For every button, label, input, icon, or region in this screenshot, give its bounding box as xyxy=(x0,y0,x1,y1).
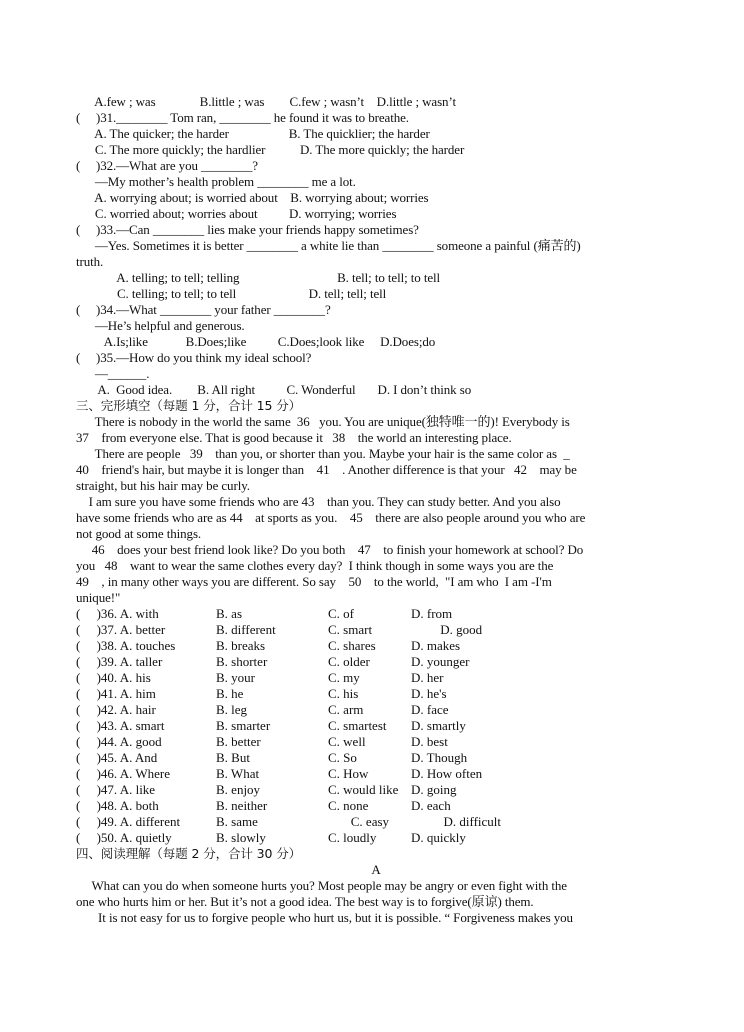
cloze-line-7: have some friends who are as 44 at sports as you. 45 there are also people around you who are xyxy=(76,510,586,525)
option-b-36: B. as xyxy=(216,606,242,621)
option-b-39: B. shorter xyxy=(216,654,268,669)
cloze-line-2: 37 from everyone else. That is good because it 38 the world an interesting place. xyxy=(76,430,512,445)
section-cloze-heading: 三、完形填空（每题 1 分，合计 15 分） xyxy=(76,398,302,413)
option-q-40: ( )40. A. his xyxy=(76,670,151,685)
option-b-37: B. different xyxy=(216,622,276,637)
option-c-48: C. none xyxy=(328,798,369,813)
option-b-44: B. better xyxy=(216,734,261,749)
option-q-41: ( )41. A. him xyxy=(76,686,156,701)
option-b-46: B. What xyxy=(216,766,260,781)
q35-options: A. Good idea. B. All right C. Wonderful D. I don’t think so xyxy=(76,382,472,397)
option-q-39: ( )39. A. taller xyxy=(76,654,163,669)
reading-line-3: It is not easy for us to forgive people who hurt us, but it is possible. “ Forgiveness makes you xyxy=(76,910,573,925)
cloze-line-3: There are people 39 than you, or shorter than you. Maybe your hair is the same color as _ xyxy=(76,446,570,461)
q34-options: A.Is;like B.Does;like C.Does;look like D.Does;do xyxy=(76,334,436,349)
option-c-50: C. loudly xyxy=(328,830,377,845)
option-c-38: C. shares xyxy=(328,638,376,653)
q32-stem: ( )32.—What are you ________? xyxy=(76,158,258,173)
option-d-41: D. he's xyxy=(411,686,447,701)
q32-options-cd: C. worried about; worries about D. worrying; worries xyxy=(76,206,397,221)
option-b-49: B. same xyxy=(216,814,258,829)
section-reading-heading: 四、阅读理解（每题 2 分，合计 30 分） xyxy=(76,846,302,861)
option-c-45: C. So xyxy=(328,750,357,765)
option-d-49: D. difficult xyxy=(411,814,502,829)
option-c-43: C. smartest xyxy=(328,718,387,733)
option-q-45: ( )45. A. And xyxy=(76,750,158,765)
option-q-43: ( )43. A. smart xyxy=(76,718,165,733)
option-b-47: B. enjoy xyxy=(216,782,261,797)
option-d-42: D. face xyxy=(411,702,449,717)
option-q-50: ( )50. A. quietly xyxy=(76,830,172,845)
option-q-49: ( )49. A. different xyxy=(76,814,181,829)
option-c-44: C. well xyxy=(328,734,366,749)
option-d-37: D. good xyxy=(411,622,483,637)
option-d-39: D. younger xyxy=(411,654,470,669)
option-b-38: B. breaks xyxy=(216,638,266,653)
option-d-45: D. Though xyxy=(411,750,468,765)
option-b-41: B. he xyxy=(216,686,244,701)
option-d-44: D. best xyxy=(411,734,448,749)
option-q-36: ( )36. A. with xyxy=(76,606,159,621)
q34-reply: —He’s helpful and generous. xyxy=(76,318,245,333)
q33-reply: —Yes. Sometimes it is better ________ a white lie than ________ someone a painful (痛苦的) xyxy=(76,238,581,253)
option-q-46: ( )46. A. Where xyxy=(76,766,170,781)
option-d-38: D. makes xyxy=(411,638,461,653)
option-c-41: C. his xyxy=(328,686,359,701)
cloze-line-12: unique!" xyxy=(76,590,121,605)
option-c-46: C. How xyxy=(328,766,369,781)
cloze-line-8: not good at some things. xyxy=(76,526,202,541)
option-d-50: D. quickly xyxy=(411,830,466,845)
q33-stem: ( )33.—Can ________ lies make your friends happy sometimes? xyxy=(76,222,419,237)
q34-stem: ( )34.—What ________ your father ________? xyxy=(76,302,331,317)
q32-options-ab: A. worrying about; is worried about B. worrying about; worries xyxy=(76,190,429,205)
q33-options-ab: A. telling; to tell; telling B. tell; to tell; to tell xyxy=(76,270,441,285)
q30-options: A.few ; was B.little ; was C.few ; wasn’t D.little ; wasn’t xyxy=(76,94,456,109)
cloze-line-1: There is nobody in the world the same 36 you. You are unique(独特唯一的)! Everybody is xyxy=(76,414,570,429)
q35-stem: ( )35.—How do you think my ideal school? xyxy=(76,350,312,365)
cloze-line-6: I am sure you have some friends who are 43 than you. They can study better. And you also xyxy=(76,494,561,509)
option-q-44: ( )44. A. good xyxy=(76,734,162,749)
cloze-line-4: 40 friend's hair, but maybe it is longer than 41 . Another difference is that your 42 may be xyxy=(76,462,577,477)
option-b-40: B. your xyxy=(216,670,255,685)
q35-reply: —______. xyxy=(76,366,150,381)
cloze-line-11: 49 , in many other ways you are different. So say 50 to the world, "I am who I am -I'm xyxy=(76,574,552,589)
option-c-40: C. my xyxy=(328,670,360,685)
option-b-48: B. neither xyxy=(216,798,268,813)
cloze-line-9: 46 does your best friend look like? Do you both 47 to finish your homework at school? Do xyxy=(76,542,584,557)
q31-options-cd: C. The more quickly; the hardlier D. The more quickly; the harder xyxy=(76,142,465,157)
option-q-37: ( )37. A. better xyxy=(76,622,166,637)
option-c-39: C. older xyxy=(328,654,370,669)
reading-line-1: What can you do when someone hurts you? Most people may be angry or even fight with the xyxy=(76,878,567,893)
q31-stem: ( )31.________ Tom ran, ________ he found it was to breathe. xyxy=(76,110,409,125)
option-c-47: C. would like xyxy=(328,782,399,797)
option-d-43: D. smartly xyxy=(411,718,466,733)
option-c-49: C. easy xyxy=(328,814,390,829)
option-c-37: C. smart xyxy=(328,622,373,637)
option-b-43: B. smarter xyxy=(216,718,271,733)
cloze-line-5: straight, but his hair may be curly. xyxy=(76,478,250,493)
option-d-36: D. from xyxy=(411,606,453,621)
option-q-47: ( )47. A. like xyxy=(76,782,156,797)
q33-options-cd: C. telling; to tell; to tell D. tell; tell; tell xyxy=(76,286,387,301)
option-d-40: D. her xyxy=(411,670,444,685)
option-d-46: D. How often xyxy=(411,766,483,781)
option-q-42: ( )42. A. hair xyxy=(76,702,156,717)
q32-reply: —My mother’s health problem ________ me a lot. xyxy=(76,174,356,189)
option-c-42: C. arm xyxy=(328,702,364,717)
option-b-50: B. slowly xyxy=(216,830,266,845)
option-b-42: B. leg xyxy=(216,702,248,717)
option-b-45: B. But xyxy=(216,750,250,765)
option-d-48: D. each xyxy=(411,798,451,813)
option-d-47: D. going xyxy=(411,782,457,797)
reading-part-label: A xyxy=(371,862,381,877)
reading-line-2: one who hurts him or her. But it’s not a good idea. The best way is to forgive(原谅) them. xyxy=(76,894,534,909)
option-q-38: ( )38. A. touches xyxy=(76,638,176,653)
option-q-48: ( )48. A. both xyxy=(76,798,159,813)
option-c-36: C. of xyxy=(328,606,354,621)
q33-reply-cont: truth. xyxy=(76,254,104,269)
q31-options-ab: A. The quicker; the harder B. The quicklier; the harder xyxy=(76,126,430,141)
cloze-line-10: you 48 want to wear the same clothes every day? I think though in some ways you are the xyxy=(76,558,554,573)
